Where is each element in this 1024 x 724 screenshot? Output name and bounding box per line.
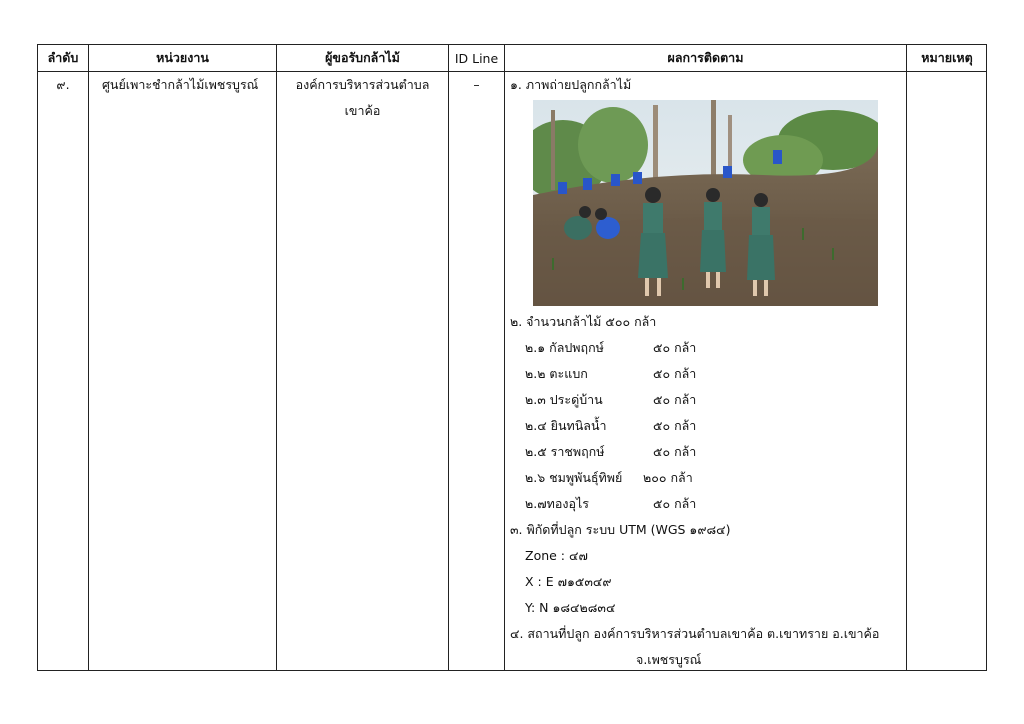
seedling-name: ๒.๕ ราชพฤกษ์ (525, 444, 605, 459)
seedling-name: ๒.๗ทองอุไร (525, 496, 589, 511)
seedling-quantity: ๕๐ กล้า (653, 340, 697, 355)
row-recipient-line1: องค์การบริหารส่วนตำบล (295, 77, 430, 92)
column-divider (276, 45, 277, 670)
seedling-item (525, 361, 696, 387)
header-result: ผลการติดตาม (667, 50, 744, 65)
planting-place: ๔. สถานที่ปลูก องค์การบริหารส่วนตำบลเขาค้อ ต.เขาทราย อ.เขาค้อ (510, 626, 880, 641)
planting-province: จ.เพชรบูรณ์ (636, 652, 702, 667)
seedling-quantity: ๒๐๐ กล้า (643, 470, 693, 485)
seedling-quantity: ๕๐ กล้า (653, 444, 697, 459)
seedling-name: ๒.๒ ตะแบก (525, 366, 588, 381)
seedling-quantity: ๕๐ กล้า (653, 366, 697, 381)
seedling-name: ๒.๓ ประดู่บ้าน (525, 392, 603, 407)
planting-photo-image (533, 100, 878, 306)
photo-heading: ๑. ภาพถ่ายปลูกกล้าไม้ (510, 77, 632, 92)
seedling-item (525, 387, 696, 413)
utm-y: Y: N ๑๘๔๒๘๓๔ (525, 600, 616, 615)
header-no: ลำดับ (47, 50, 79, 65)
utm-x: X : E ๗๑๕๓๔๙ (525, 574, 612, 589)
coordinate-heading: ๓. พิกัดที่ปลูก ระบบ UTM (WGS ๑๙๘๔) (510, 522, 731, 537)
count-heading: ๒. จำนวนกล้าไม้ ๕๐๐ กล้า (510, 314, 657, 329)
seedling-name: ๒.๖ ชมพูพันธุ์ทิพย์ (525, 470, 623, 485)
seedling-item (525, 413, 696, 439)
seedling-item (525, 491, 696, 517)
header-recipient: ผู้ขอรับกล้าไม้ (325, 50, 400, 65)
row-recipient-line2: เขาค้อ (344, 103, 381, 118)
seedling-item (525, 335, 696, 361)
seedling-item (525, 439, 696, 465)
seedling-quantity: ๕๐ กล้า (653, 392, 697, 407)
planting-photo (533, 100, 878, 306)
seedling-quantity: ๕๐ กล้า (653, 496, 697, 511)
row-unit: ศูนย์เพาะชำกล้าไม้เพชรบูรณ์ (102, 77, 259, 92)
follow-up-table (37, 44, 987, 671)
header-id-line: ID Line (454, 50, 499, 66)
column-divider (88, 45, 89, 670)
seedling-quantity: ๕๐ กล้า (653, 418, 697, 433)
column-divider (504, 45, 505, 670)
row-no: ๙. (56, 77, 70, 92)
header-remark: หมายเหตุ (921, 50, 973, 65)
utm-zone: Zone : ๔๗ (525, 548, 588, 563)
seedling-item (525, 465, 693, 491)
row-id-line: – (473, 77, 480, 92)
column-divider (448, 45, 449, 670)
seedling-name: ๒.๔ ยินทนิลน้ำ (525, 418, 607, 433)
header-unit: หน่วยงาน (156, 50, 209, 65)
seedling-name: ๒.๑ กัลปพฤกษ์ (525, 340, 604, 355)
column-divider (906, 45, 907, 670)
